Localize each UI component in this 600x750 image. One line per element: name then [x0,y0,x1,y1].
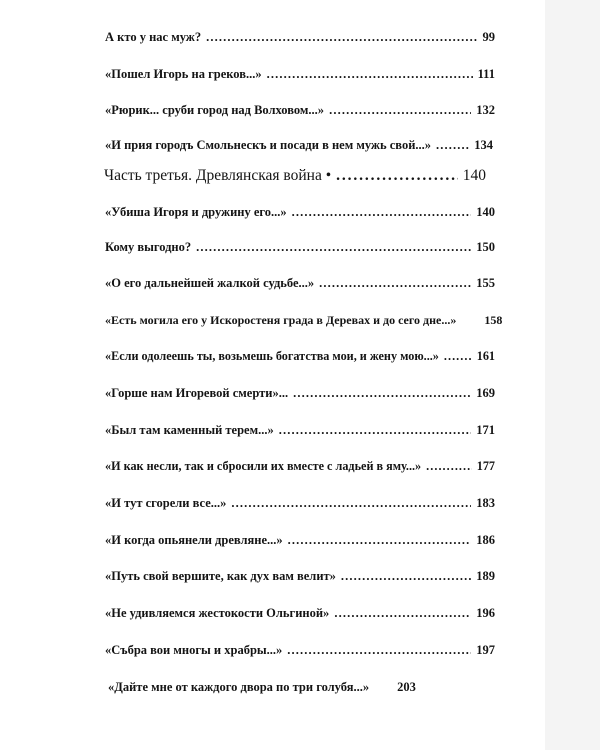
toc-entry-title: «Горше нам Игоревой смерти»... [105,386,289,400]
toc-entry-title: «Не удивляемся жестокости Ольгиной» [105,606,330,620]
toc-entry-title: «О его дальнейшей жалкой судьбе...» [105,276,315,290]
toc-entry-title: «Дайте мне от каждого двора по три голубя...» [108,680,370,694]
toc-entry-title: «Путь свой вершите, как дух вам велит» [105,569,336,583]
toc-leader-dots [336,167,458,185]
toc-entry [105,276,495,296]
toc-entry-title: Кому выгодно? [105,240,192,254]
toc-entry [105,349,495,369]
toc-leader-dots [292,205,472,220]
toc-leader-dots [334,606,471,621]
toc-leader-dots [206,30,477,45]
toc-entry-page: 99 [482,30,495,44]
toc-entry-page: 134 [474,138,493,152]
toc-leader-dots [231,496,471,511]
toc-entry [105,459,495,479]
toc-entry-page: 150 [476,240,495,254]
toc-entry-title: «Рюрик... сруби город над Волховом...» [105,103,325,117]
toc-entry-title: А кто у нас муж? [105,30,202,44]
toc-entry [105,643,495,663]
toc-entry [105,423,495,443]
toc-entry [105,30,495,50]
toc-leader-dots [436,138,469,153]
toc-entry [105,103,495,123]
toc-entry [105,240,495,260]
toc-entry [105,606,495,626]
toc-entry-title: «Убиша Игоря и дружину его...» [105,205,287,219]
toc-leader-dots [341,569,471,584]
toc-leader-dots [196,240,471,255]
toc-section-page: 140 [462,167,486,184]
toc-entry [105,205,495,225]
toc-leader-dots [293,386,471,401]
toc-leader-dots [288,533,472,548]
toc-entry-title: «Если одолеешь ты, возьмешь богатства мои, и жену мою...» [105,349,439,363]
toc-entry-page: 197 [476,643,495,657]
toc-entry-title: «Пошел Игорь на греков...» [105,67,262,81]
toc-entry-page: 161 [476,349,495,363]
toc-leader-dots [426,459,472,474]
toc-entry [108,680,493,700]
toc-entry [105,386,495,406]
toc-entry-title: «И тут сгорели все...» [105,496,227,510]
toc-entry-title: «Събра вои многы и храбры...» [105,643,283,657]
toc-entry-title: «И прия городъ Смольнескъ и посади в нем мужь свой...» [105,138,432,152]
toc-entry-page: 155 [476,276,495,290]
toc-entry [105,67,495,87]
toc-leader-dots [279,423,472,438]
toc-entry-page: 158 [484,313,503,327]
toc-entry-page: 186 [476,533,495,547]
toc-entry [105,533,495,553]
toc-entry-page: 132 [476,103,495,117]
toc-section-title: Часть третья. Древлянская война • [104,167,332,184]
toc-leader-dots [444,349,472,364]
toc-leader-dots [319,276,471,291]
toc-entry-page: 196 [476,606,495,620]
toc-entry-title: «И как несли, так и сбросили их вместе с ладьей в яму...» [105,459,422,473]
toc-section-heading [104,167,486,187]
toc-entry-page: 111 [477,67,495,81]
toc-entry-page: 171 [476,423,495,437]
toc-leader-dots [329,103,471,118]
toc-entry-page: 169 [476,386,495,400]
toc-entry [105,313,510,333]
page-edge-shadow [545,0,600,750]
toc-entry-title: «Есть могила его у Искоростеня града в Деревах и до сего дне...» [105,313,457,327]
toc-entry-title: «Был там каменный терем...» [105,423,274,437]
toc-entry-page: 183 [476,496,495,510]
toc-leader-dots [267,67,473,82]
toc-entry-page: 203 [397,680,416,694]
toc-entry [105,138,493,158]
toc-entry-page: 140 [476,205,495,219]
toc-entry-page: 189 [476,569,495,583]
toc-entry-page: 177 [476,459,495,473]
toc-leader-dots [287,643,471,658]
toc-entry [105,569,495,589]
toc-entry-title: «И когда опьянели древляне...» [105,533,283,547]
toc-entry [105,496,495,516]
